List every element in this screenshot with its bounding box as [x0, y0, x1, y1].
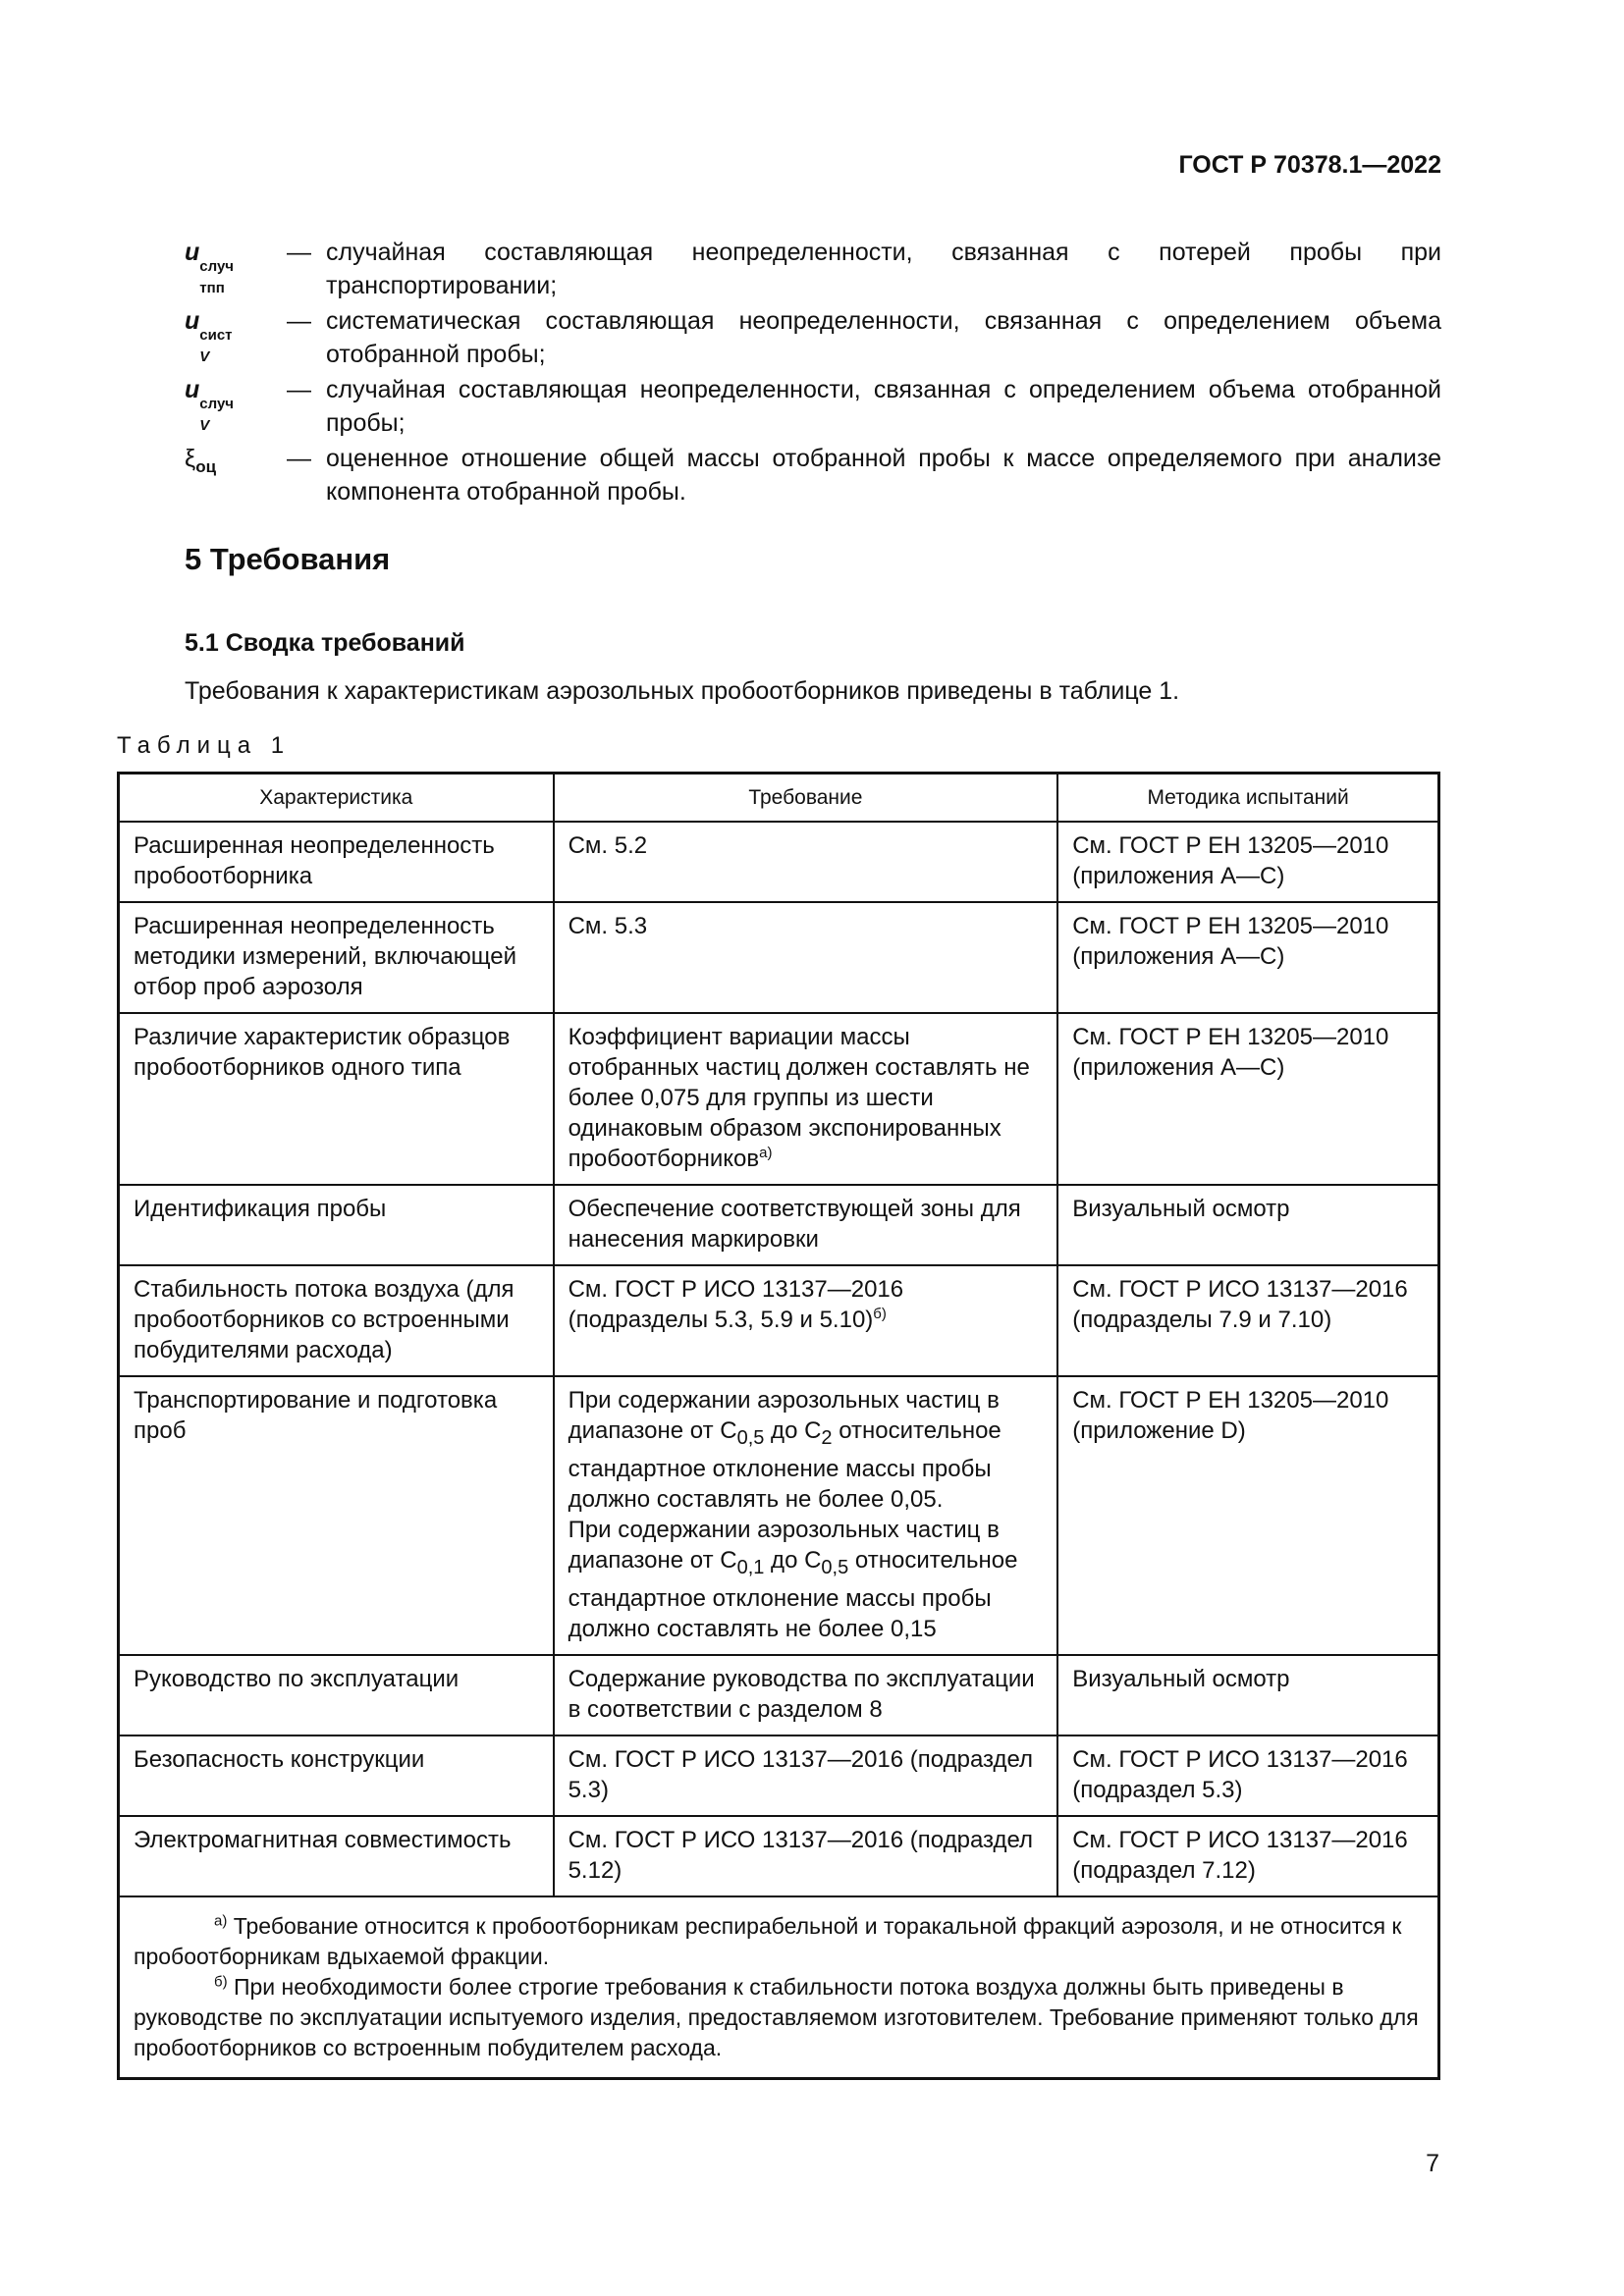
cell-characteristic: Руководство по эксплуатации	[119, 1655, 554, 1735]
symbols-list	[185, 236, 1441, 510]
dash: —	[287, 376, 311, 403]
table-row	[119, 1816, 1439, 1896]
requirements-table	[117, 772, 1440, 2080]
cell-method: См. ГОСТ Р ЕН 13205—2010 (приложение D)	[1057, 1376, 1438, 1655]
dash: —	[287, 239, 311, 266]
symbol: $\xi_{оц}$	[185, 445, 217, 476]
cell-method: Визуальный осмотр	[1057, 1655, 1438, 1735]
cell-requirement: При содержании аэрозольных частиц в диапазоне от $C_{0,5}$ до $C_2$ относительное стандартное отклонение массы пробы должно составлять не более 0,05. При содержании аэрозольных частиц в диапазоне от $C_{0,1}$ до $C_{0,5}$ относительное стандартное отклонение массы пробы должно составлять не более 0,15	[554, 1376, 1058, 1655]
table-row	[119, 1185, 1439, 1265]
symbol-description: случайная составляющая неопределенности, связанная с определением объема отобранной пробы;	[326, 376, 1441, 437]
cell-characteristic: Стабильность потока воздуха (для пробоотборников со встроенными побудителями расхода)	[119, 1265, 554, 1376]
table-footnotes-row	[119, 1896, 1439, 2079]
symbol: u случ V	[185, 376, 235, 434]
footnote-ref: а)	[759, 1145, 773, 1161]
symbol-entry	[185, 442, 1441, 508]
cell-requirement: Содержание руководства по эксплуатации в соответствии с разделом 8	[554, 1655, 1058, 1735]
symbol-description: оцененное отношение общей массы отобранной пробы к массе определяемого при анализе компонента отобранной пробы.	[326, 445, 1441, 506]
table-row	[119, 1735, 1439, 1816]
subsection-title: 5.1 Сводка требований	[185, 629, 465, 657]
cell-requirement: Обеспечение соответствующей зоны для нанесения маркировки	[554, 1185, 1058, 1265]
cell-characteristic: Транспортирование и подготовка проб	[119, 1376, 554, 1655]
intro-paragraph: Требования к характеристикам аэрозольных пробоотборников приведены в таблице 1.	[185, 677, 1180, 705]
table-row	[119, 902, 1439, 1013]
cell-requirement: См. ГОСТ Р ИСО 13137—2016 (подразделы 5.3, 5.9 и 5.10)$^{б)}$	[554, 1265, 1058, 1376]
symbol-description: случайная составляющая неопределенности, связанная с потерей пробы при транспортировании;	[326, 239, 1441, 299]
table-row	[119, 1376, 1439, 1655]
dash: —	[287, 307, 311, 335]
page-number: 7	[1426, 2150, 1439, 2177]
cell-method: См. ГОСТ Р ИСО 13137—2016 (подраздел 7.12)	[1057, 1816, 1438, 1896]
symbol-description: систематическая составляющая неопределенности, связанная с определением объема отобранной пробы;	[326, 307, 1441, 368]
header-characteristic: Характеристика	[119, 774, 554, 823]
cell-requirement: См. ГОСТ Р ИСО 13137—2016 (подраздел 5.12)	[554, 1816, 1058, 1896]
document-code: ГОСТ Р 70378.1—2022	[1178, 151, 1441, 179]
header-requirement: Требование	[554, 774, 1058, 823]
cell-requirement: См. ГОСТ Р ИСО 13137—2016 (подраздел 5.3)	[554, 1735, 1058, 1816]
table-header-row	[119, 774, 1439, 823]
symbol-entry	[185, 304, 1441, 371]
header-method: Методика испытаний	[1057, 774, 1438, 823]
cell-characteristic: Идентификация пробы	[119, 1185, 554, 1265]
cell-method: См. ГОСТ Р ЕН 13205—2010 (приложения А—С)	[1057, 1013, 1438, 1185]
cell-method: См. ГОСТ Р ИСО 13137—2016 (подразделы 7.9 и 7.10)	[1057, 1265, 1438, 1376]
dash: —	[287, 445, 311, 472]
symbol: u случ тпп	[185, 239, 235, 296]
footnote: $^{а)}$ Требование относится к пробоотборникам респирабельной и торакальной фракций аэрозоля, и не относится к пробоотборникам вдыхаемой фракции.	[134, 1911, 1402, 1969]
table-row	[119, 1265, 1439, 1376]
table-row	[119, 1655, 1439, 1735]
footnote: $^{б)}$ При необходимости более строгие требования к стабильности потока воздуха должны быть приведены в руководстве по эксплуатации испытуемого изделия, предоставляемом изготовителем. Требование применяют только для пробоотборников со встроенным побудителем расхода.	[134, 1972, 1419, 2060]
cell-characteristic: Различие характеристик образцов пробоотборников одного типа	[119, 1013, 554, 1185]
cell-method: Визуальный осмотр	[1057, 1185, 1438, 1265]
footnote-ref: б)	[873, 1306, 887, 1322]
cell-characteristic: Безопасность конструкции	[119, 1735, 554, 1816]
symbol-entry	[185, 236, 1441, 302]
cell-requirement: См. 5.2	[554, 822, 1058, 902]
section-title: 5 Требования	[185, 542, 391, 576]
table-row	[119, 822, 1439, 902]
cell-method: См. ГОСТ Р ЕН 13205—2010 (приложения А—С)	[1057, 822, 1438, 902]
table-caption: Таблица 1	[117, 732, 292, 759]
cell-characteristic: Расширенная неопределенность пробоотборника	[119, 822, 554, 902]
cell-requirement: Коэффициент вариации массы отобранных частиц должен составлять не более 0,075 для группы из шести одинаковым образом экспонированных пробоотборников$^{а)}$	[554, 1013, 1058, 1185]
cell-method: См. ГОСТ Р ИСО 13137—2016 (подраздел 5.3)	[1057, 1735, 1438, 1816]
table-row	[119, 1013, 1439, 1185]
cell-characteristic: Расширенная неопределенность методики измерений, включающей отбор проб аэрозоля	[119, 902, 554, 1013]
cell-requirement: См. 5.3	[554, 902, 1058, 1013]
cell-method: См. ГОСТ Р ЕН 13205—2010 (приложения А—С)	[1057, 902, 1438, 1013]
cell-characteristic: Электромагнитная совместимость	[119, 1816, 554, 1896]
table-footnotes	[119, 1896, 1439, 2079]
symbol: u сист V	[185, 307, 233, 365]
symbol-entry	[185, 373, 1441, 440]
